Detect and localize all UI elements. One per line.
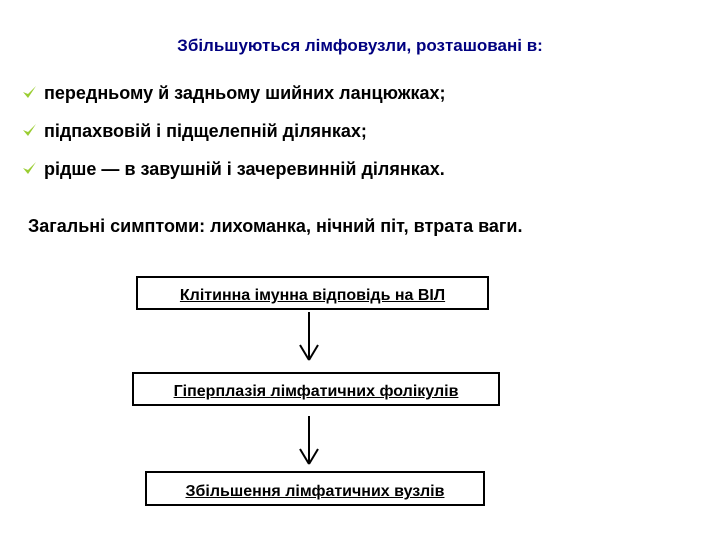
general-symptoms: Загальні симптоми: лихоманка, нічний піт, втрата ваги. [28,216,523,236]
list-item-text: підпахвовій і підщелепній ділянках; [44,121,367,141]
arrow-down-icon [300,312,318,360]
flow-step-label: Гіперплазія лімфатичних фолікулів [173,383,459,400]
list-item-text: передньому й задньому шийних ланцюжках; [44,83,446,103]
arrow-down-icon [300,416,318,464]
slide-heading: Збільшуються лімфовузли, розташовані в: [177,36,543,55]
flow-step-label: Збільшення лімфатичних вузлів [185,483,445,500]
flow-step-label: Клітинна імунна відповідь на ВІЛ [179,287,446,304]
list-item-text: рідше — в завушній і зачеревинній ділянках. [44,159,445,179]
